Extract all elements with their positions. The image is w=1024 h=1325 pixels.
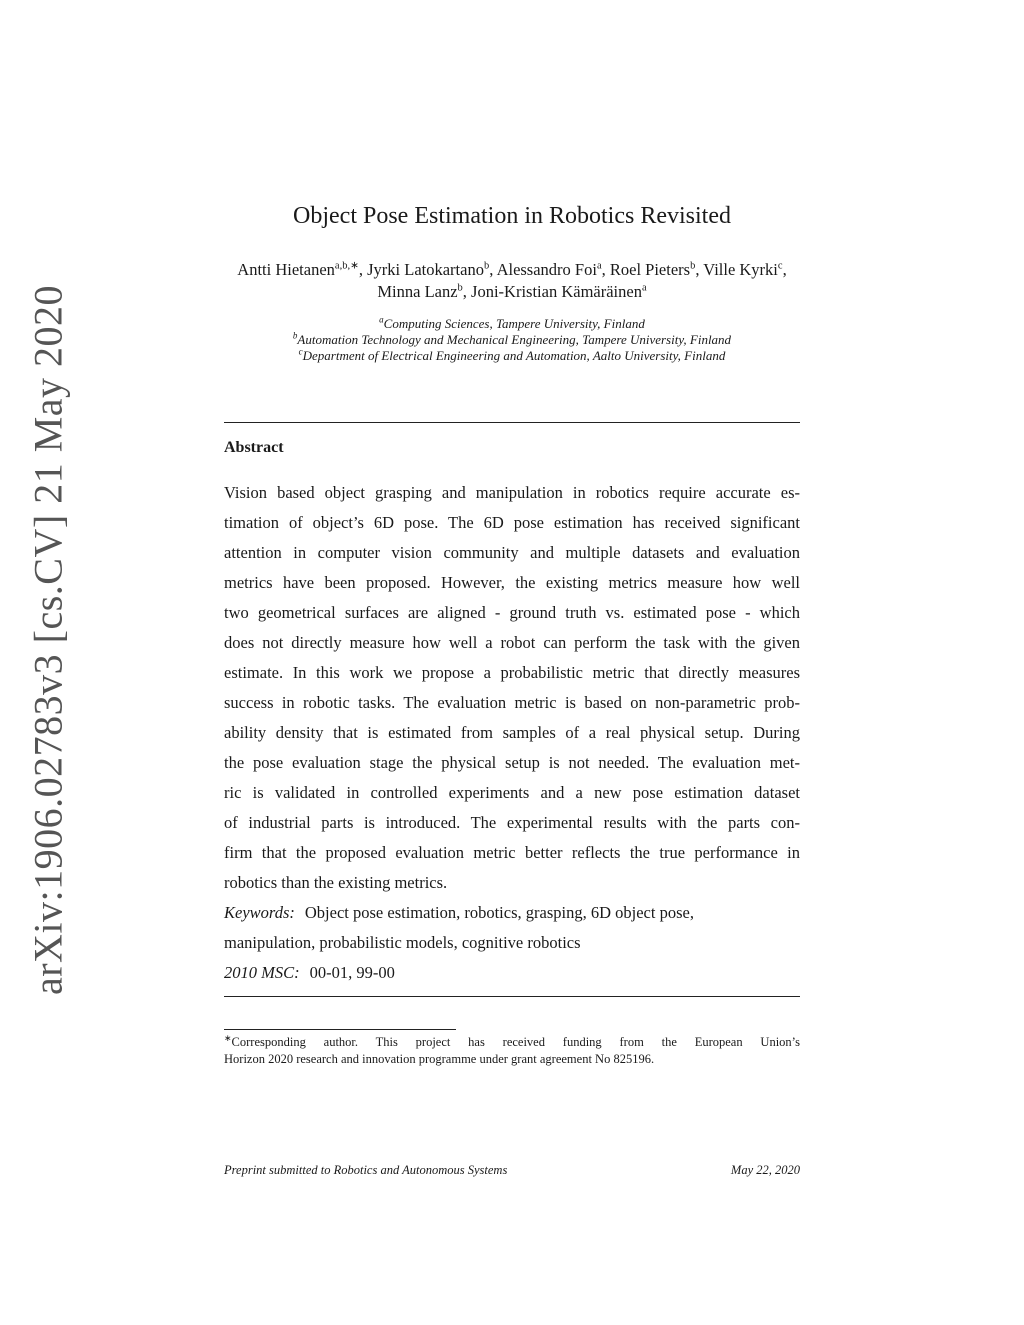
abstract-line: the pose evaluation stage the physical setup is not needed. The evaluation met- bbox=[224, 753, 800, 772]
affiliation-list bbox=[224, 316, 800, 364]
affiliation: $^a$Computing Sciences, Tampere University, Finland bbox=[379, 314, 645, 331]
abstract-body bbox=[224, 478, 800, 898]
author: Roel Pieters$^b$, bbox=[609, 260, 704, 279]
abstract-top-rule bbox=[224, 422, 800, 423]
abstract-line: firm that the proposed evaluation metric better reflects the true performance in bbox=[224, 843, 800, 862]
footnote bbox=[224, 1034, 800, 1068]
abstract-line: estimate. In this work we propose a probabilistic metric that directly measures bbox=[224, 663, 800, 682]
footnote-rule bbox=[224, 1029, 456, 1030]
footnote-mark: ∗ bbox=[224, 1032, 232, 1043]
footer-date: May 22, 2020 bbox=[730, 1163, 800, 1177]
abstract-line: ability density that is estimated from samples of a real physical setup. During bbox=[224, 723, 800, 742]
msc-classification bbox=[224, 958, 395, 988]
paper-title: Object Pose Estimation in Robotics Revisited bbox=[293, 203, 731, 229]
abstract-line: attention in computer vision community and multiple datasets and evaluation bbox=[224, 543, 800, 562]
author-list bbox=[224, 259, 800, 303]
keywords-text: Object pose estimation, robotics, grasping, 6D object pose, bbox=[304, 903, 694, 922]
abstract-line: two geometrical surfaces are aligned - ground truth vs. estimated pose - which bbox=[224, 603, 800, 622]
author: Ville Kyrki$^c$, bbox=[703, 260, 787, 279]
affiliation: $^c$Department of Electrical Engineering and Automation, Aalto University, Finland bbox=[298, 346, 726, 363]
abstract-line: metrics have been proposed. However, the existing metrics measure how well bbox=[224, 573, 800, 592]
author: Minna Lanz$^b$, bbox=[377, 282, 472, 301]
footer-journal: Preprint submitted to Robotics and Autonomous Systems bbox=[224, 1163, 508, 1177]
arxiv-identifier: arXiv:1906.02783v3 [cs.CV] 21 May 2020 bbox=[25, 284, 71, 996]
abstract-line: of industrial parts is introduced. The experimental results with the parts con- bbox=[224, 813, 800, 832]
abstract-line: ric is validated in controlled experiments and a new pose estimation dataset bbox=[224, 783, 800, 802]
abstract-line: Vision based object grasping and manipulation in robotics require accurate es- bbox=[224, 483, 800, 502]
msc-label: 2010 MSC: bbox=[224, 963, 300, 982]
abstract-line: robotics than the existing metrics. bbox=[224, 873, 448, 892]
keywords-text: manipulation, probabilistic models, cognitive robotics bbox=[224, 933, 581, 952]
author: Joni-Kristian Kämäräinen$^a$ bbox=[471, 282, 647, 301]
footnote-text: Horizon 2020 research and innovation programme under grant agreement No 825196. bbox=[224, 1052, 655, 1066]
abstract-bottom-rule bbox=[224, 996, 800, 997]
author: Alessandro Foi$^a$, bbox=[496, 260, 610, 279]
abstract-heading: Abstract bbox=[224, 439, 284, 456]
keywords bbox=[224, 898, 800, 958]
footnote-text: Corresponding author. This project has received funding from the European Union’s bbox=[231, 1035, 800, 1049]
author: Jyrki Latokartano$^b$, bbox=[367, 260, 497, 279]
author: Antti Hietanen$^{a,b,∗}$, bbox=[237, 260, 368, 279]
affiliation: $^b$Automation Technology and Mechanical Engineering, Tampere University, Finland bbox=[292, 330, 732, 347]
keywords-label: Keywords: bbox=[224, 903, 295, 922]
abstract-line: success in robotic tasks. The evaluation metric is based on non-parametric prob- bbox=[224, 693, 800, 712]
msc-value: 00-01, 99-00 bbox=[309, 963, 395, 982]
abstract-line: timation of object’s 6D pose. The 6D pose estimation has received significant bbox=[224, 513, 800, 532]
abstract-line: does not directly measure how well a robot can perform the task with the given bbox=[224, 633, 800, 652]
